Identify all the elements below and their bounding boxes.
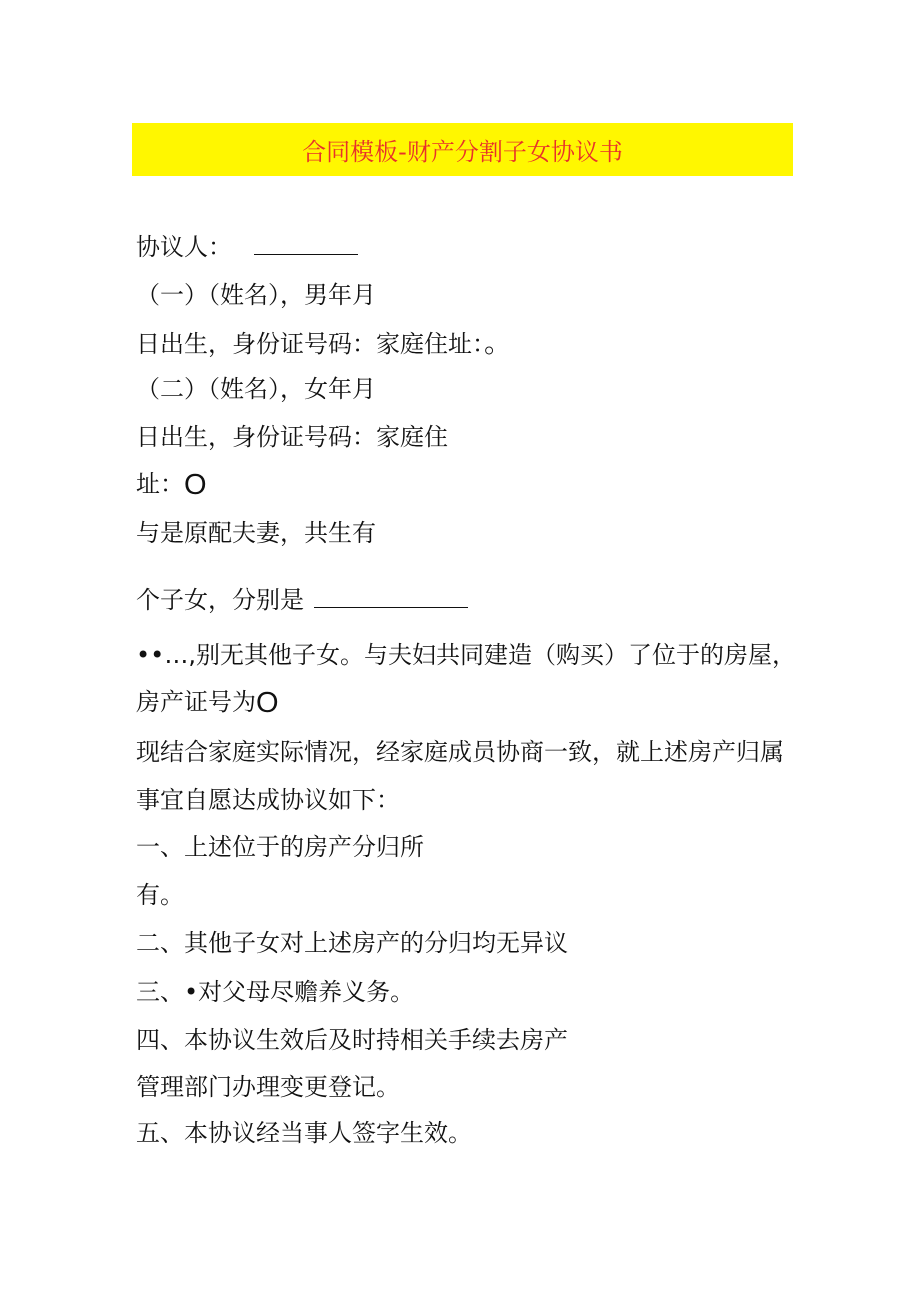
line-party-two: （二）（姓名），女年月 xyxy=(136,375,376,403)
line-party-two-id: 日出生，身份证号码：家庭住 xyxy=(136,423,448,451)
clause-two: 二、其他子女对上述房产的分归均无异议 xyxy=(136,929,568,957)
clause-one-cont: 有。 xyxy=(136,881,184,909)
line-property: ••…,别无其他子女。与夫妇共同建造（购买）了位于的房屋， xyxy=(136,641,796,669)
clause-four: 四、本协议生效后及时持相关手续去房产 xyxy=(136,1026,568,1054)
parties-blank xyxy=(254,232,358,255)
children-blank xyxy=(314,585,468,608)
party-two-address-text: 址： xyxy=(136,470,184,498)
clause-one: 一、上述位于的房产分归所 xyxy=(136,833,424,861)
clause-five: 五、本协议经当事人签字生效。 xyxy=(136,1119,472,1147)
line-parties xyxy=(136,231,358,263)
line-party-two-address xyxy=(136,468,207,501)
title-banner xyxy=(132,123,793,176)
line-certificate xyxy=(136,686,279,719)
clause-three: 三、•对父母尽赡养义务。 xyxy=(136,978,415,1006)
line-marriage: 与是原配夫妻，共生有 xyxy=(136,519,376,547)
line-agreement-intro: 现结合家庭实际情况，经家庭成员协商一致，就上述房产归属 xyxy=(136,738,784,766)
line-agreement-intro-2: 事宜自愿达成协议如下： xyxy=(136,786,400,814)
party-two-address-end: O xyxy=(184,469,207,501)
party-one-period: 。 xyxy=(484,326,513,359)
line-children xyxy=(136,584,468,616)
document-title: 合同模板-财产分割子女协议书 xyxy=(302,138,623,166)
certificate-end: O xyxy=(256,687,279,719)
certificate-text: 房产证号为 xyxy=(136,688,256,716)
line-party-one-id xyxy=(136,327,512,360)
clause-four-cont: 管理部门办理变更登记。 xyxy=(136,1073,400,1101)
parties-label: 协议人： xyxy=(136,233,232,261)
party-one-id-text: 日出生，身份证号码：家庭住址： xyxy=(136,330,484,358)
children-text: 个子女，分别是 xyxy=(136,586,304,614)
line-party-one: （一）（姓名），男年月 xyxy=(136,281,376,309)
